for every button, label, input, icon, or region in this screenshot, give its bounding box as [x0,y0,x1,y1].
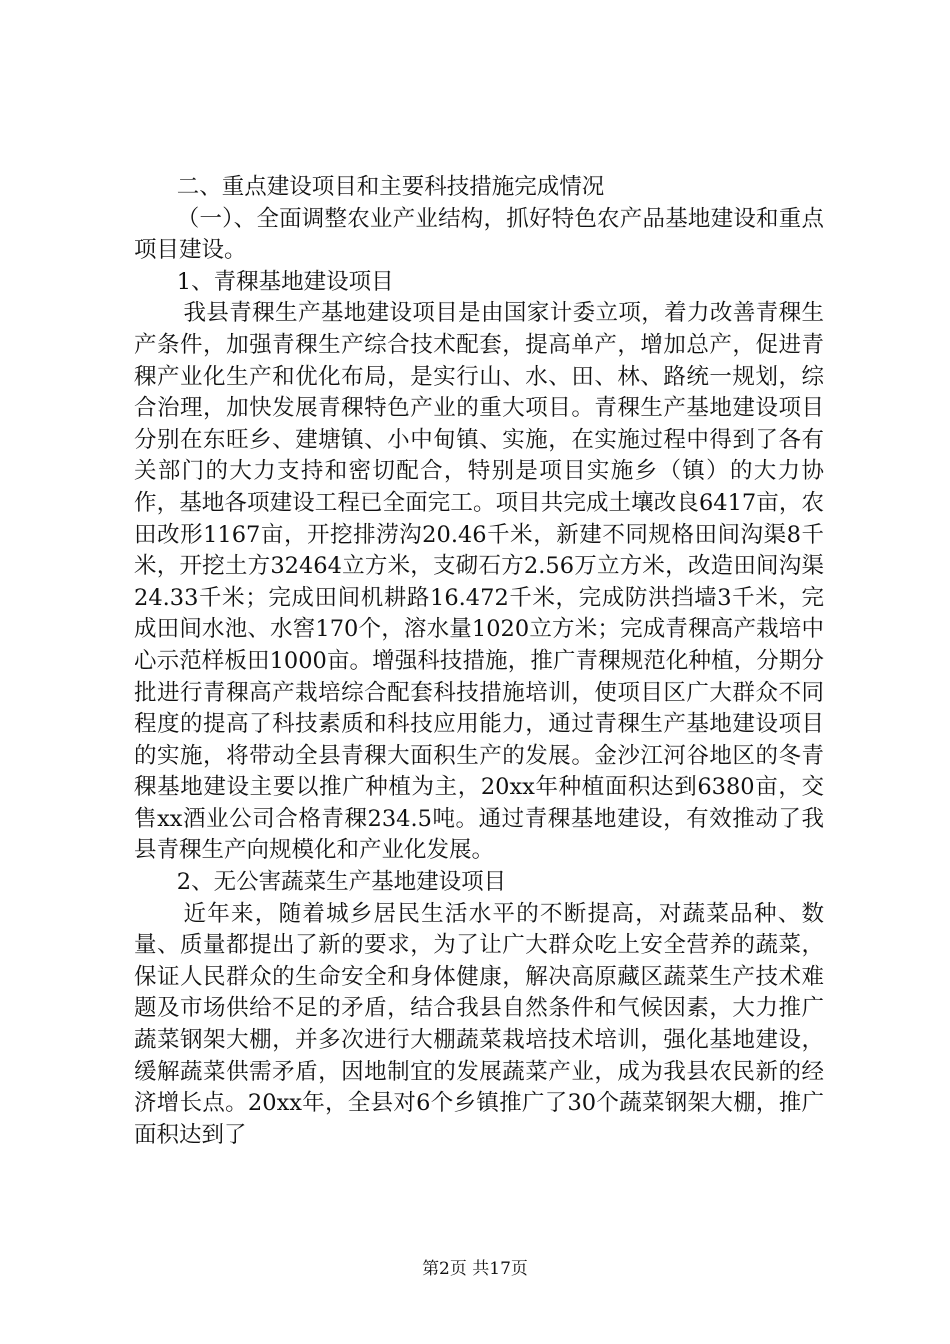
document-body [134,172,824,1151]
section-heading: 二、重点建设项目和主要科技措施完成情况 [176,174,605,200]
item-1-paragraph: 我县青稞生产基地建设项目是由国家计委立项，着力改善青稞生产条件，加强青稞生产综合技术配套，提高单产，增加总产，促进青稞产业化生产和优化布局，是实行山、水、田、林、路统一规划，综合治理，加快发展青稞特色产业的重大项目。青稞生产基地建设项目分别在东旺乡、建塘镇、小中甸镇、实施，在实施过程中得到了各有关部门的大力支持和密切配合，特别是项目实施乡（镇）的大力协作，基地各项建设工程已全面完工。项目共完成土壤改良6417亩，农田改形1167亩，开挖排涝沟20.46千米，新建不同规格田间沟渠8千米，开挖土方32464立方米，支砌石方2.56万立方米，改造田间沟渠24.33千米；完成田间机耕路16.472千米，完成防洪挡墙3千米，完成田间水池、水窖170个，溶水量1020立方米；完成青稞高产栽培中心示范样板田1000亩。增强科技措施，推广青稞规范化种植，分期分批进行青稞高产栽培综合配套科技措施培训，使项目区广大群众不同程度的提高了科技素质和科技应用能力，通过青稞生产基地建设项目的实施，将带动全县青稞大面积生产的发展。金沙江河谷地区的冬青稞基地建设主要以推广种植为主，20xx年种植面积达到6380亩，交售xx酒业公司合格青稞234.5吨。通过青稞基地建设，有效推动了我县青稞生产向规模化和产业化发展。 [134,300,824,864]
page-number-footer: 第2页 共17页 [422,1259,528,1279]
item-1-title: 1、青稞基地建设项目 [176,268,394,295]
item-2-paragraph: 近年来，随着城乡居民生活水平的不断提高，对蔬菜品种、数量、质量都提出了新的要求，为了让广大群众吃上安全营养的蔬菜，保证人民群众的生命安全和身体健康，解决高原藏区蔬菜生产技术难题及市场供给不足的矛盾，结合我县自然条件和气候因素，大力推广蔬菜钢架大棚，并多次进行大棚蔬菜栽培技术培训，强化基地建设，缓解蔬菜供需矛盾，因地制宜的发展蔬菜产业，成为我县农民新的经济增长点。20xx年，全县对6个乡镇推广了30个蔬菜钢架大棚，推广面积达到了 [134,900,824,1148]
subsection-heading: （一）、全面调整农业产业结构，抓好特色农产品基地建设和重点项目建设。 [134,205,824,264]
item-2-title: 2、无公害蔬菜生产基地建设项目 [176,869,507,896]
